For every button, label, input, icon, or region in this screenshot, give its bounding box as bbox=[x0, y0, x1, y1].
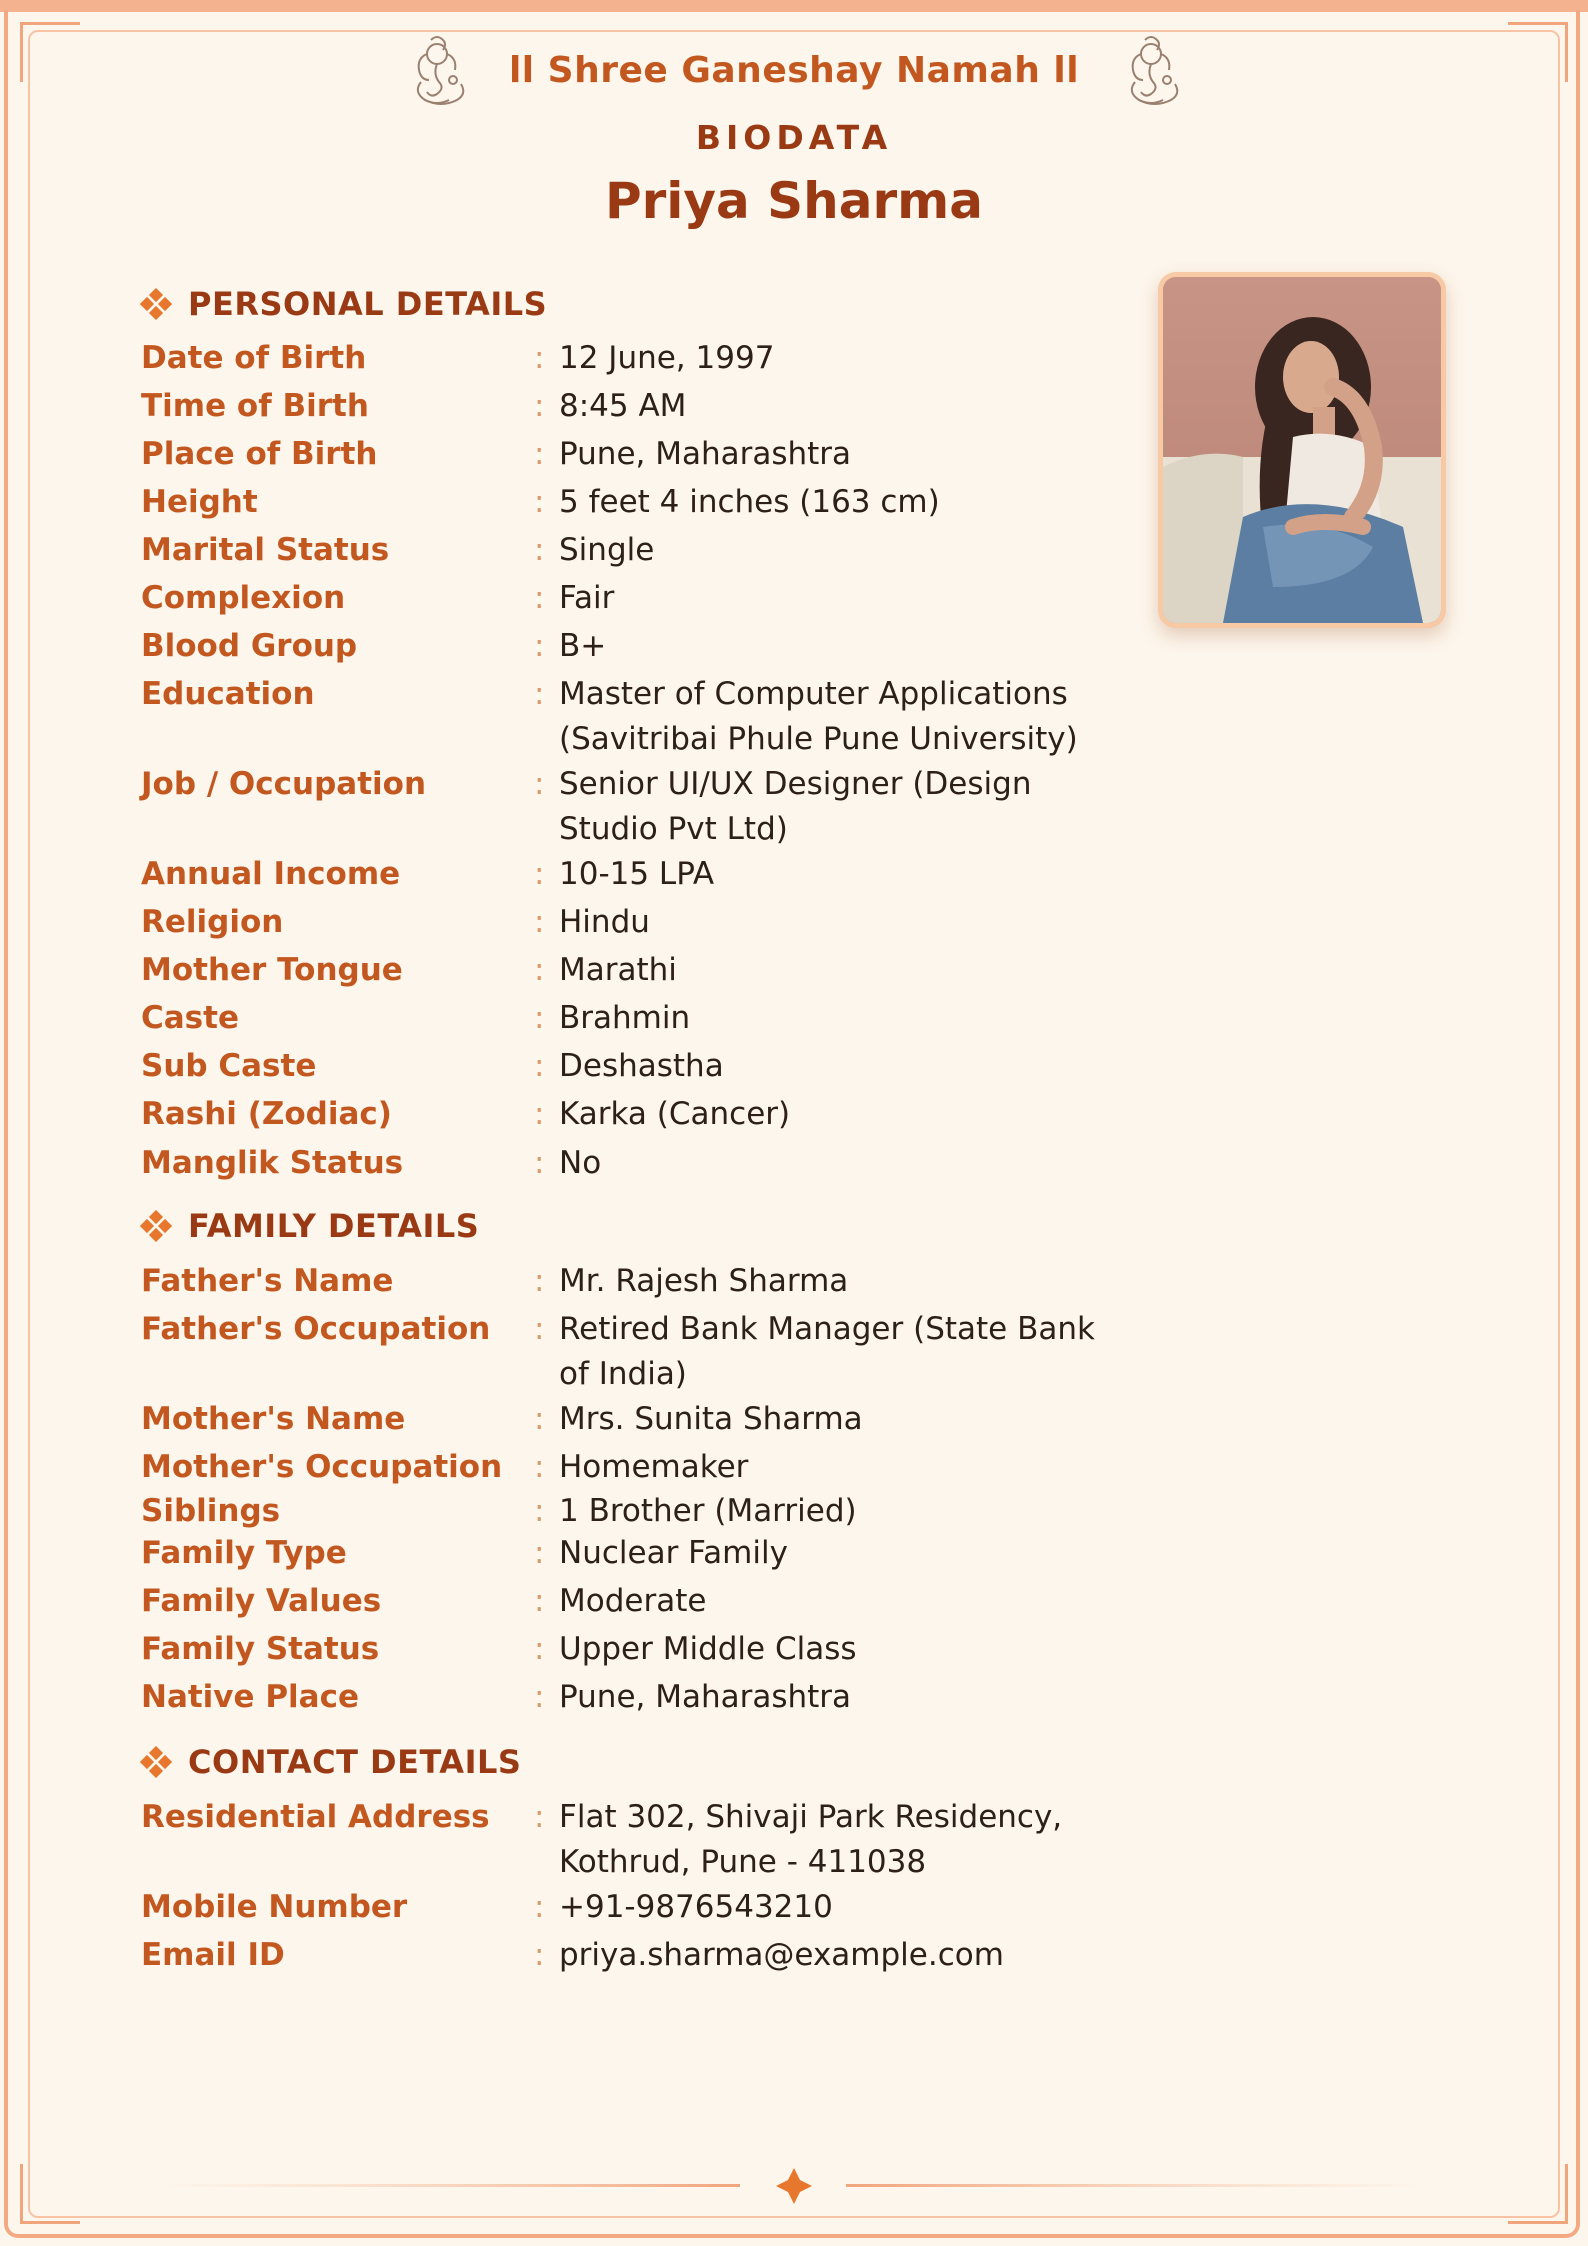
detail-label: Family Values bbox=[141, 1583, 382, 1619]
detail-value: 12 June, 1997 bbox=[559, 340, 775, 376]
detail-label: Job / Occupation bbox=[141, 766, 427, 802]
detail-separator: : bbox=[534, 1679, 545, 1715]
detail-separator: : bbox=[534, 1401, 545, 1437]
detail-separator: : bbox=[534, 1311, 545, 1347]
detail-value: Single bbox=[559, 532, 655, 568]
document-label: BIODATA bbox=[695, 118, 893, 157]
detail-separator: : bbox=[534, 1096, 545, 1132]
footer-ornament bbox=[0, 2166, 1588, 2206]
detail-separator: : bbox=[534, 484, 545, 520]
detail-separator: : bbox=[534, 1048, 545, 1084]
detail-separator: : bbox=[534, 856, 545, 892]
section-title-text: PERSONAL DETAILS bbox=[188, 285, 548, 323]
detail-value: Hindu bbox=[559, 904, 650, 940]
diamond-icon bbox=[140, 1210, 172, 1242]
detail-value: Brahmin bbox=[559, 1000, 691, 1036]
detail-separator: : bbox=[534, 676, 545, 712]
detail-label: Mobile Number bbox=[141, 1889, 408, 1925]
detail-label: Family Type bbox=[141, 1535, 347, 1571]
detail-separator: : bbox=[534, 532, 545, 568]
detail-label: Siblings bbox=[141, 1493, 281, 1529]
detail-separator: : bbox=[534, 1000, 545, 1036]
detail-separator: : bbox=[534, 952, 545, 988]
detail-label: Caste bbox=[141, 1000, 239, 1036]
detail-label: Sub Caste bbox=[141, 1048, 317, 1084]
detail-separator: : bbox=[534, 1583, 545, 1619]
detail-value: Nuclear Family bbox=[559, 1535, 788, 1571]
detail-value: Master of Computer Applications (Savitribai Phule Pune University) bbox=[559, 676, 1078, 757]
section-title-family bbox=[140, 1204, 479, 1248]
detail-separator: : bbox=[534, 1631, 545, 1667]
section-title-contact bbox=[140, 1740, 521, 1784]
ganesha-icon bbox=[1115, 30, 1187, 110]
detail-separator: : bbox=[534, 1937, 545, 1973]
detail-label: Rashi (Zodiac) bbox=[141, 1096, 392, 1132]
detail-value: Upper Middle Class bbox=[559, 1631, 857, 1667]
detail-value: Homemaker bbox=[559, 1449, 749, 1485]
detail-value: B+ bbox=[559, 628, 607, 664]
detail-value: Deshastha bbox=[559, 1048, 724, 1084]
detail-label: Time of Birth bbox=[141, 388, 369, 424]
detail-label: Native Place bbox=[141, 1679, 359, 1715]
detail-label: Manglik Status bbox=[141, 1145, 404, 1181]
person-name: Priya Sharma bbox=[604, 172, 984, 230]
detail-separator: : bbox=[534, 1493, 545, 1529]
detail-label: Complexion bbox=[141, 580, 346, 616]
detail-separator: : bbox=[534, 436, 545, 472]
detail-separator: : bbox=[534, 904, 545, 940]
diamond-icon bbox=[140, 1746, 172, 1778]
detail-value: Moderate bbox=[559, 1583, 707, 1619]
detail-value: Fair bbox=[559, 580, 615, 616]
detail-value: Senior UI/UX Designer (Design Studio Pvt Ltd) bbox=[559, 766, 1032, 847]
header-invocation-row bbox=[0, 30, 1588, 110]
section-title-text: CONTACT DETAILS bbox=[188, 1743, 522, 1781]
detail-label: Marital Status bbox=[141, 532, 390, 568]
detail-value: Mrs. Sunita Sharma bbox=[559, 1401, 863, 1437]
detail-label: Blood Group bbox=[141, 628, 358, 664]
detail-value: 8:45 AM bbox=[559, 388, 687, 424]
detail-separator: : bbox=[534, 1799, 545, 1835]
detail-separator: : bbox=[534, 1449, 545, 1485]
ganesha-icon bbox=[401, 30, 473, 110]
detail-label: Father's Occupation bbox=[141, 1311, 491, 1347]
detail-value: Retired Bank Manager (State Bank of India) bbox=[559, 1311, 1095, 1392]
detail-value: 1 Brother (Married) bbox=[559, 1493, 857, 1529]
detail-label: Place of Birth bbox=[141, 436, 378, 472]
detail-separator: : bbox=[534, 628, 545, 664]
detail-separator: : bbox=[534, 1145, 545, 1181]
portrait-image bbox=[1163, 277, 1441, 623]
detail-value: Flat 302, Shivaji Park Residency, Kothrud, Pune - 411038 bbox=[559, 1799, 1063, 1880]
detail-label: Date of Birth bbox=[141, 340, 367, 376]
detail-label: Mother's Occupation bbox=[141, 1449, 503, 1485]
detail-label: Height bbox=[141, 484, 258, 520]
detail-value: 5 feet 4 inches (163 cm) bbox=[559, 484, 940, 520]
detail-separator: : bbox=[534, 340, 545, 376]
detail-label: Mother Tongue bbox=[141, 952, 403, 988]
detail-label: Father's Name bbox=[141, 1263, 394, 1299]
detail-value: 10-15 LPA bbox=[559, 856, 715, 892]
detail-separator: : bbox=[534, 1889, 545, 1925]
section-title-personal bbox=[140, 282, 547, 326]
detail-value: Mr. Rajesh Sharma bbox=[559, 1263, 849, 1299]
detail-label: Education bbox=[141, 676, 315, 712]
detail-value: No bbox=[559, 1145, 602, 1181]
detail-separator: : bbox=[534, 1535, 545, 1571]
diamond-icon bbox=[140, 288, 172, 320]
profile-photo bbox=[1158, 272, 1446, 628]
detail-value: Marathi bbox=[559, 952, 677, 988]
detail-value: Pune, Maharashtra bbox=[559, 1679, 852, 1715]
detail-separator: : bbox=[534, 388, 545, 424]
detail-value: priya.sharma@example.com bbox=[559, 1937, 1004, 1973]
invocation-text: ll Shree Ganeshay Namah ll bbox=[508, 49, 1080, 91]
detail-label: Religion bbox=[141, 904, 284, 940]
section-title-text: FAMILY DETAILS bbox=[188, 1207, 480, 1245]
detail-label: Mother's Name bbox=[141, 1401, 406, 1437]
detail-value: Karka (Cancer) bbox=[559, 1096, 791, 1132]
detail-value: Pune, Maharashtra bbox=[559, 436, 852, 472]
detail-label: Email ID bbox=[141, 1937, 285, 1973]
detail-value: +91-9876543210 bbox=[559, 1889, 833, 1925]
detail-separator: : bbox=[534, 766, 545, 802]
detail-label: Annual Income bbox=[141, 856, 401, 892]
detail-separator: : bbox=[534, 1263, 545, 1299]
detail-label: Family Status bbox=[141, 1631, 380, 1667]
detail-separator: : bbox=[534, 580, 545, 616]
detail-label: Residential Address bbox=[141, 1799, 490, 1835]
